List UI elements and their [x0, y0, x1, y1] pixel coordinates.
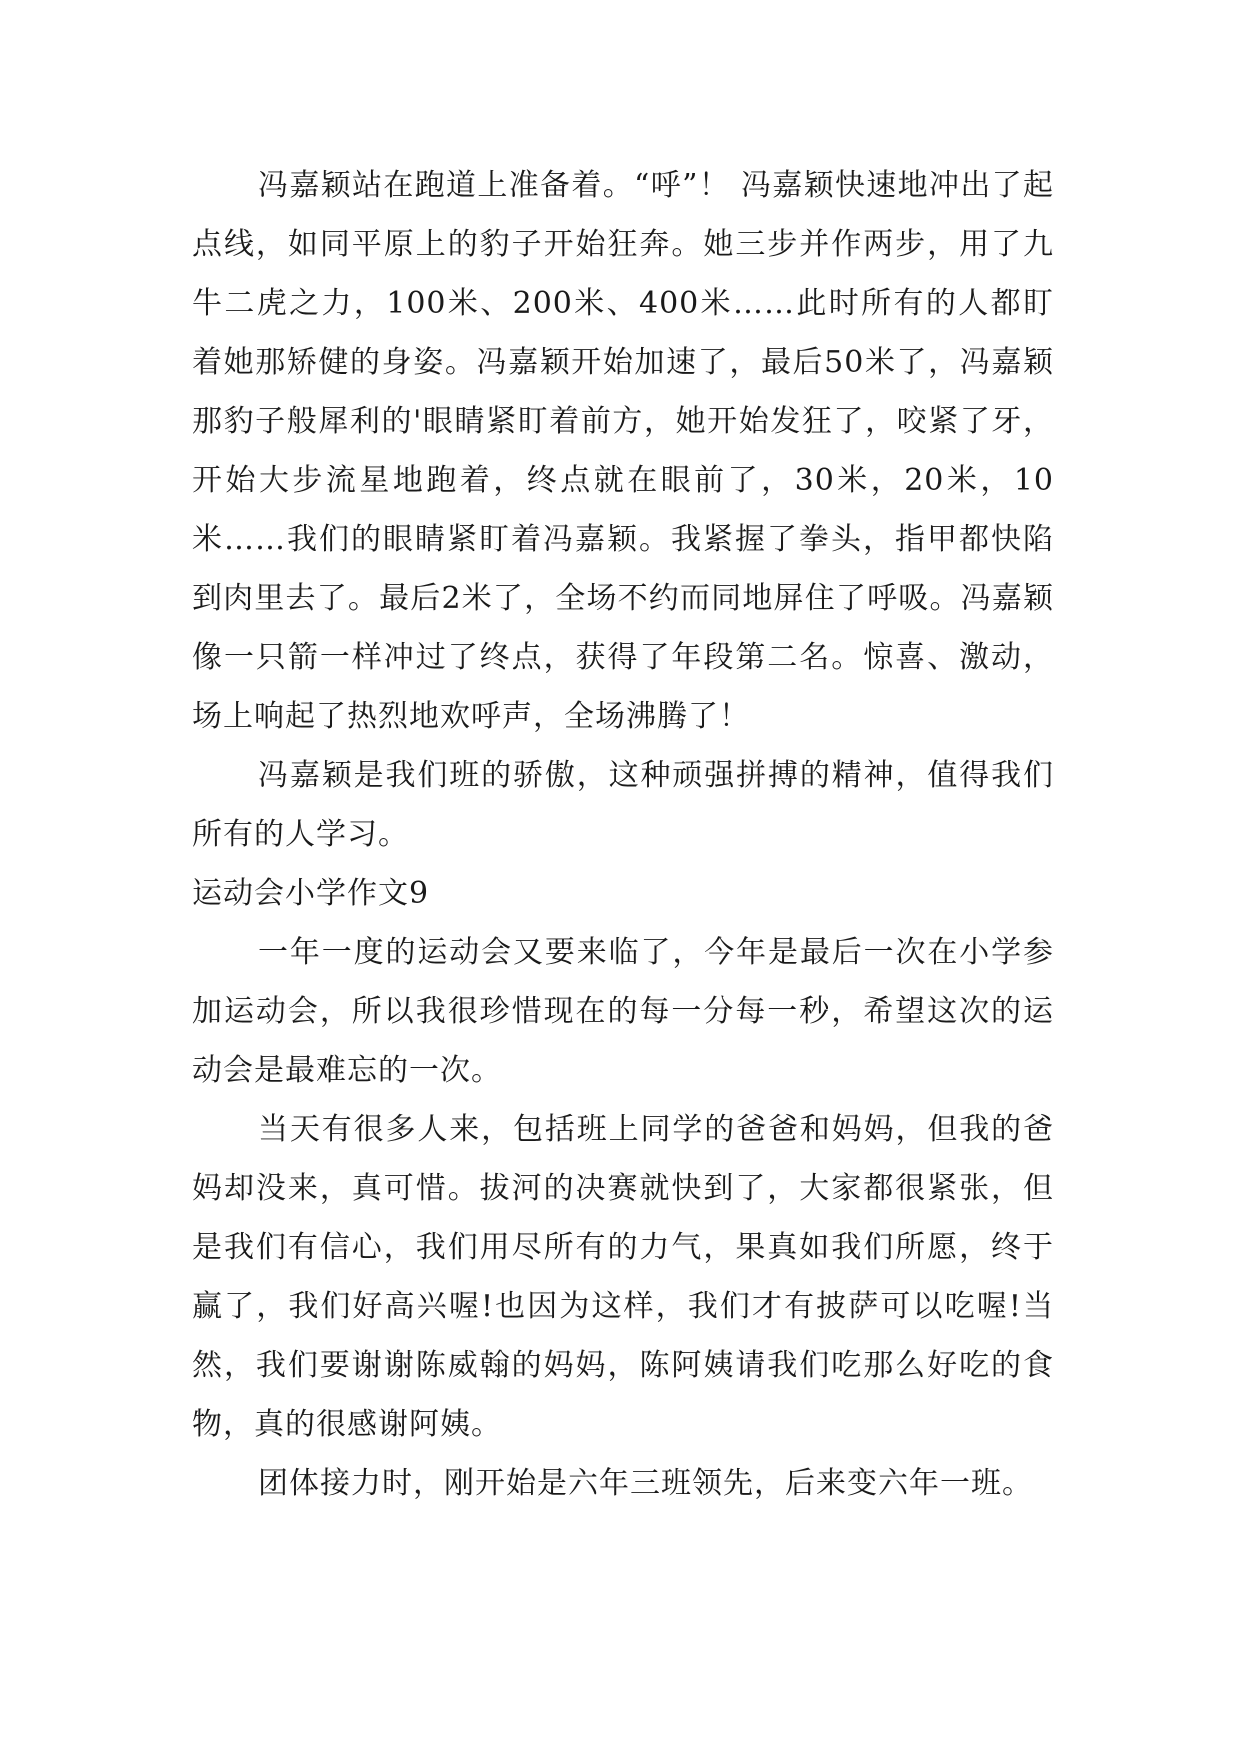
paragraph-race-finish: 冯嘉颖站在跑道上准备着。“呼”！ 冯嘉颖快速地冲出了起点线，如同平原上的豹子开始狂奔。她三步并作两步，用了九牛二虎之力，100米、200米、400米……此时所有的人都盯着她那矫健的身姿。冯嘉颖开始加速了，最后50米了，冯嘉颖那豹子般犀利的'眼睛紧盯着前方，她开始发狂了，咬紧了牙，开始大步流星地跑着，终点就在眼前了，30米，20米，10米……我们的眼睛紧盯着冯嘉颖。我紧握了拳头，指甲都快陷到肉里去了。最后2米了，全场不约而同地屏住了呼吸。冯嘉颖像一只箭一样冲过了终点，获得了年段第二名。惊喜、激动，场上响起了热烈地欢呼声，全场沸腾了！ — [192, 168, 1054, 734]
section-title: 运动会小学作文9 — [192, 876, 430, 911]
document-body — [192, 156, 1054, 1513]
paragraph-class-pride: 冯嘉颖是我们班的骄傲，这种顽强拼搏的精神，值得我们所有的人学习。 — [192, 758, 1054, 852]
paragraph-sports-meet-intro: 一年一度的运动会又要来临了，今年是最后一次在小学参加运动会，所以我很珍惜现在的每一分每一秒，希望这次的运动会是最难忘的一次。 — [192, 935, 1054, 1088]
paragraph-tug-of-war: 当天有很多人来，包括班上同学的爸爸和妈妈，但我的爸妈却没来，真可惜。拔河的决赛就快到了，大家都很紧张，但是我们有信心，我们用尽所有的力气，果真如我们所愿，终于赢了，我们好高兴喔!也因为这样，我们才有披萨可以吃喔!当然，我们要谢谢陈威翰的妈妈，陈阿姨请我们吃那么好吃的食物，真的很感谢阿姨。 — [192, 1112, 1054, 1442]
paragraph-relay: 团体接力时，刚开始是六年三班领先，后来变六年一班。 — [258, 1466, 1033, 1501]
